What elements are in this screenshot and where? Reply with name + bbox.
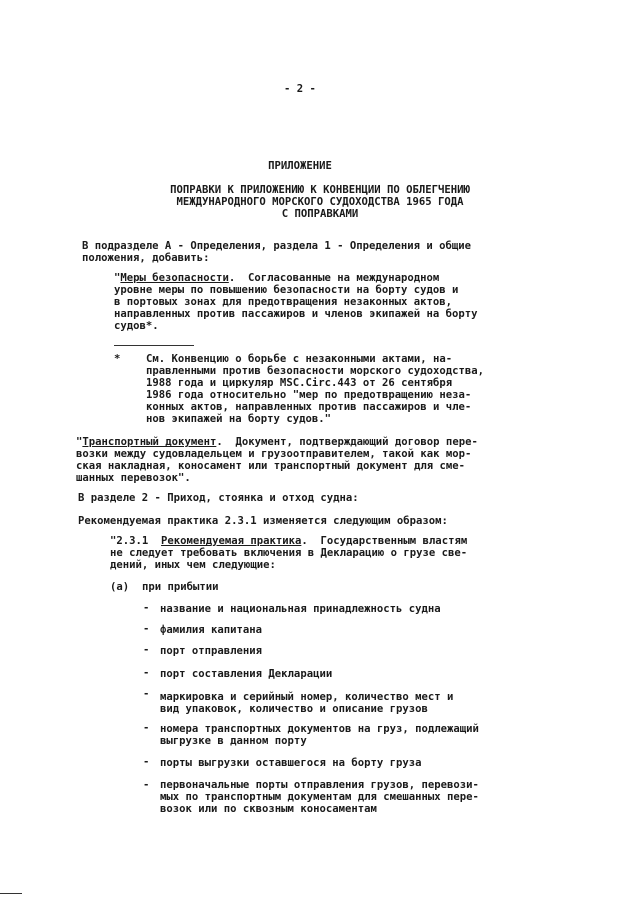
subclause-label: (a) (110, 581, 130, 593)
practice-line-2: не следует требовать включения в Декларацию о грузе све- (110, 547, 468, 559)
list-item: порт составления Декларации (160, 668, 333, 680)
transport-definition-line-1: "Транспортный документ. Документ, подтверждающий договор пере- (76, 436, 478, 448)
security-definition-line-1: "Меры безопасности. Согласованные на международном (114, 272, 440, 284)
section-2-line: В разделе 2 - Приход, стоянка и отход судна: (78, 492, 359, 504)
list-item: фамилия капитана (160, 624, 263, 636)
annex-subtitle-line-2: МЕЖДУНАРОДНОГО МОРСКОГО СУДОХОДСТВА 1965 ГОДА (176, 196, 464, 208)
annex-title: ПРИЛОЖЕНИЕ (268, 160, 332, 172)
security-definition-line-5: судов*. (114, 320, 159, 332)
list-item-continuation: возок или по сквозным коносаментам (160, 803, 377, 815)
list-item: порт отправления (160, 645, 263, 657)
footnote-line-2: правленными против безопасности морского судоходства, (146, 365, 485, 377)
list-dash: - (143, 756, 150, 768)
transport-definition-line-2: возки между судовладельцем и грузоотправителем, такой как мор- (76, 448, 472, 460)
footnote-separator (114, 345, 194, 346)
footnote-line-4: 1986 года относительно "мер по предотвращению неза- (146, 389, 472, 401)
list-item: первоначальные порты отправления грузов, перевози- (160, 779, 479, 791)
practice-intro-line: Рекомендуемая практика 2.3.1 изменяется следующим образом: (78, 515, 448, 527)
security-definition-line-4: направленных против пассажиров и членов экипажей на борту (114, 308, 478, 320)
page-number: - 2 - (284, 83, 316, 95)
list-item: маркировка и серийный номер, количество мест и (160, 691, 454, 703)
footnote-line-6: нов экипажей на борту судов." (146, 413, 331, 425)
list-dash: - (143, 688, 150, 700)
security-definition-line-3: в портовых зонах для предотвращения незаконных актов, (114, 296, 453, 308)
list-item-continuation: вид упаковок, количество и описание грузов (160, 703, 428, 715)
intro-line-2: положения, добавить: (82, 252, 210, 264)
list-dash: - (143, 602, 150, 614)
transport-term: Транспортный документ (82, 436, 217, 448)
list-item: порты выгрузки оставшегося на борту груза (160, 757, 422, 769)
intro-line-1: В подразделе А - Определения, раздела 1 - Определения и общие (82, 240, 472, 252)
footnote-line-1: См. Конвенцию о борьбе с незаконными актами, на- (146, 353, 453, 365)
list-dash: - (143, 722, 150, 734)
footnote-line-5: конных актов, направленных против пассажиров и чле- (146, 401, 472, 413)
annex-subtitle-line-3: С ПОПРАВКАМИ (281, 208, 359, 220)
list-item-continuation: мых по транспортным документам для смешанных пере- (160, 791, 479, 803)
security-definition-line-2: уровне меры по повышению безопасности на борту судов и (114, 284, 459, 296)
security-term: Меры безопасности (120, 272, 229, 284)
practice-line-3: дений, иных чем следующие: (110, 559, 276, 571)
annex-subtitle-line-1: ПОПРАВКИ К ПРИЛОЖЕНИЮ К КОНВЕНЦИИ ПО ОБЛЕГЧЕНИЮ (170, 184, 470, 196)
list-dash: - (143, 644, 150, 656)
subclause-text: при прибытии (142, 581, 219, 593)
practice-line-1: "2.3.1 Рекомендуемая практика. Государственным властям (110, 535, 468, 547)
page-edge-mark (0, 893, 22, 894)
transport-definition-line-4: шанных перевозок". (76, 472, 191, 484)
list-item-continuation: выгрузке в данном порту (160, 735, 307, 747)
footnote-marker: * (114, 353, 121, 365)
list-item: номера транспортных документов на груз, подлежащий (160, 723, 479, 735)
list-dash: - (143, 667, 150, 679)
footnote-line-3: 1988 года и циркуляр MSC.Circ.443 от 26 сентября (146, 377, 453, 389)
list-dash: - (143, 779, 150, 791)
practice-term: Рекомендуемая практика (161, 535, 302, 547)
transport-definition-line-3: ская накладная, коносамент или транспортный документ для сме- (76, 460, 466, 472)
list-dash: - (143, 623, 150, 635)
list-item: название и национальная принадлежность судна (160, 603, 441, 615)
